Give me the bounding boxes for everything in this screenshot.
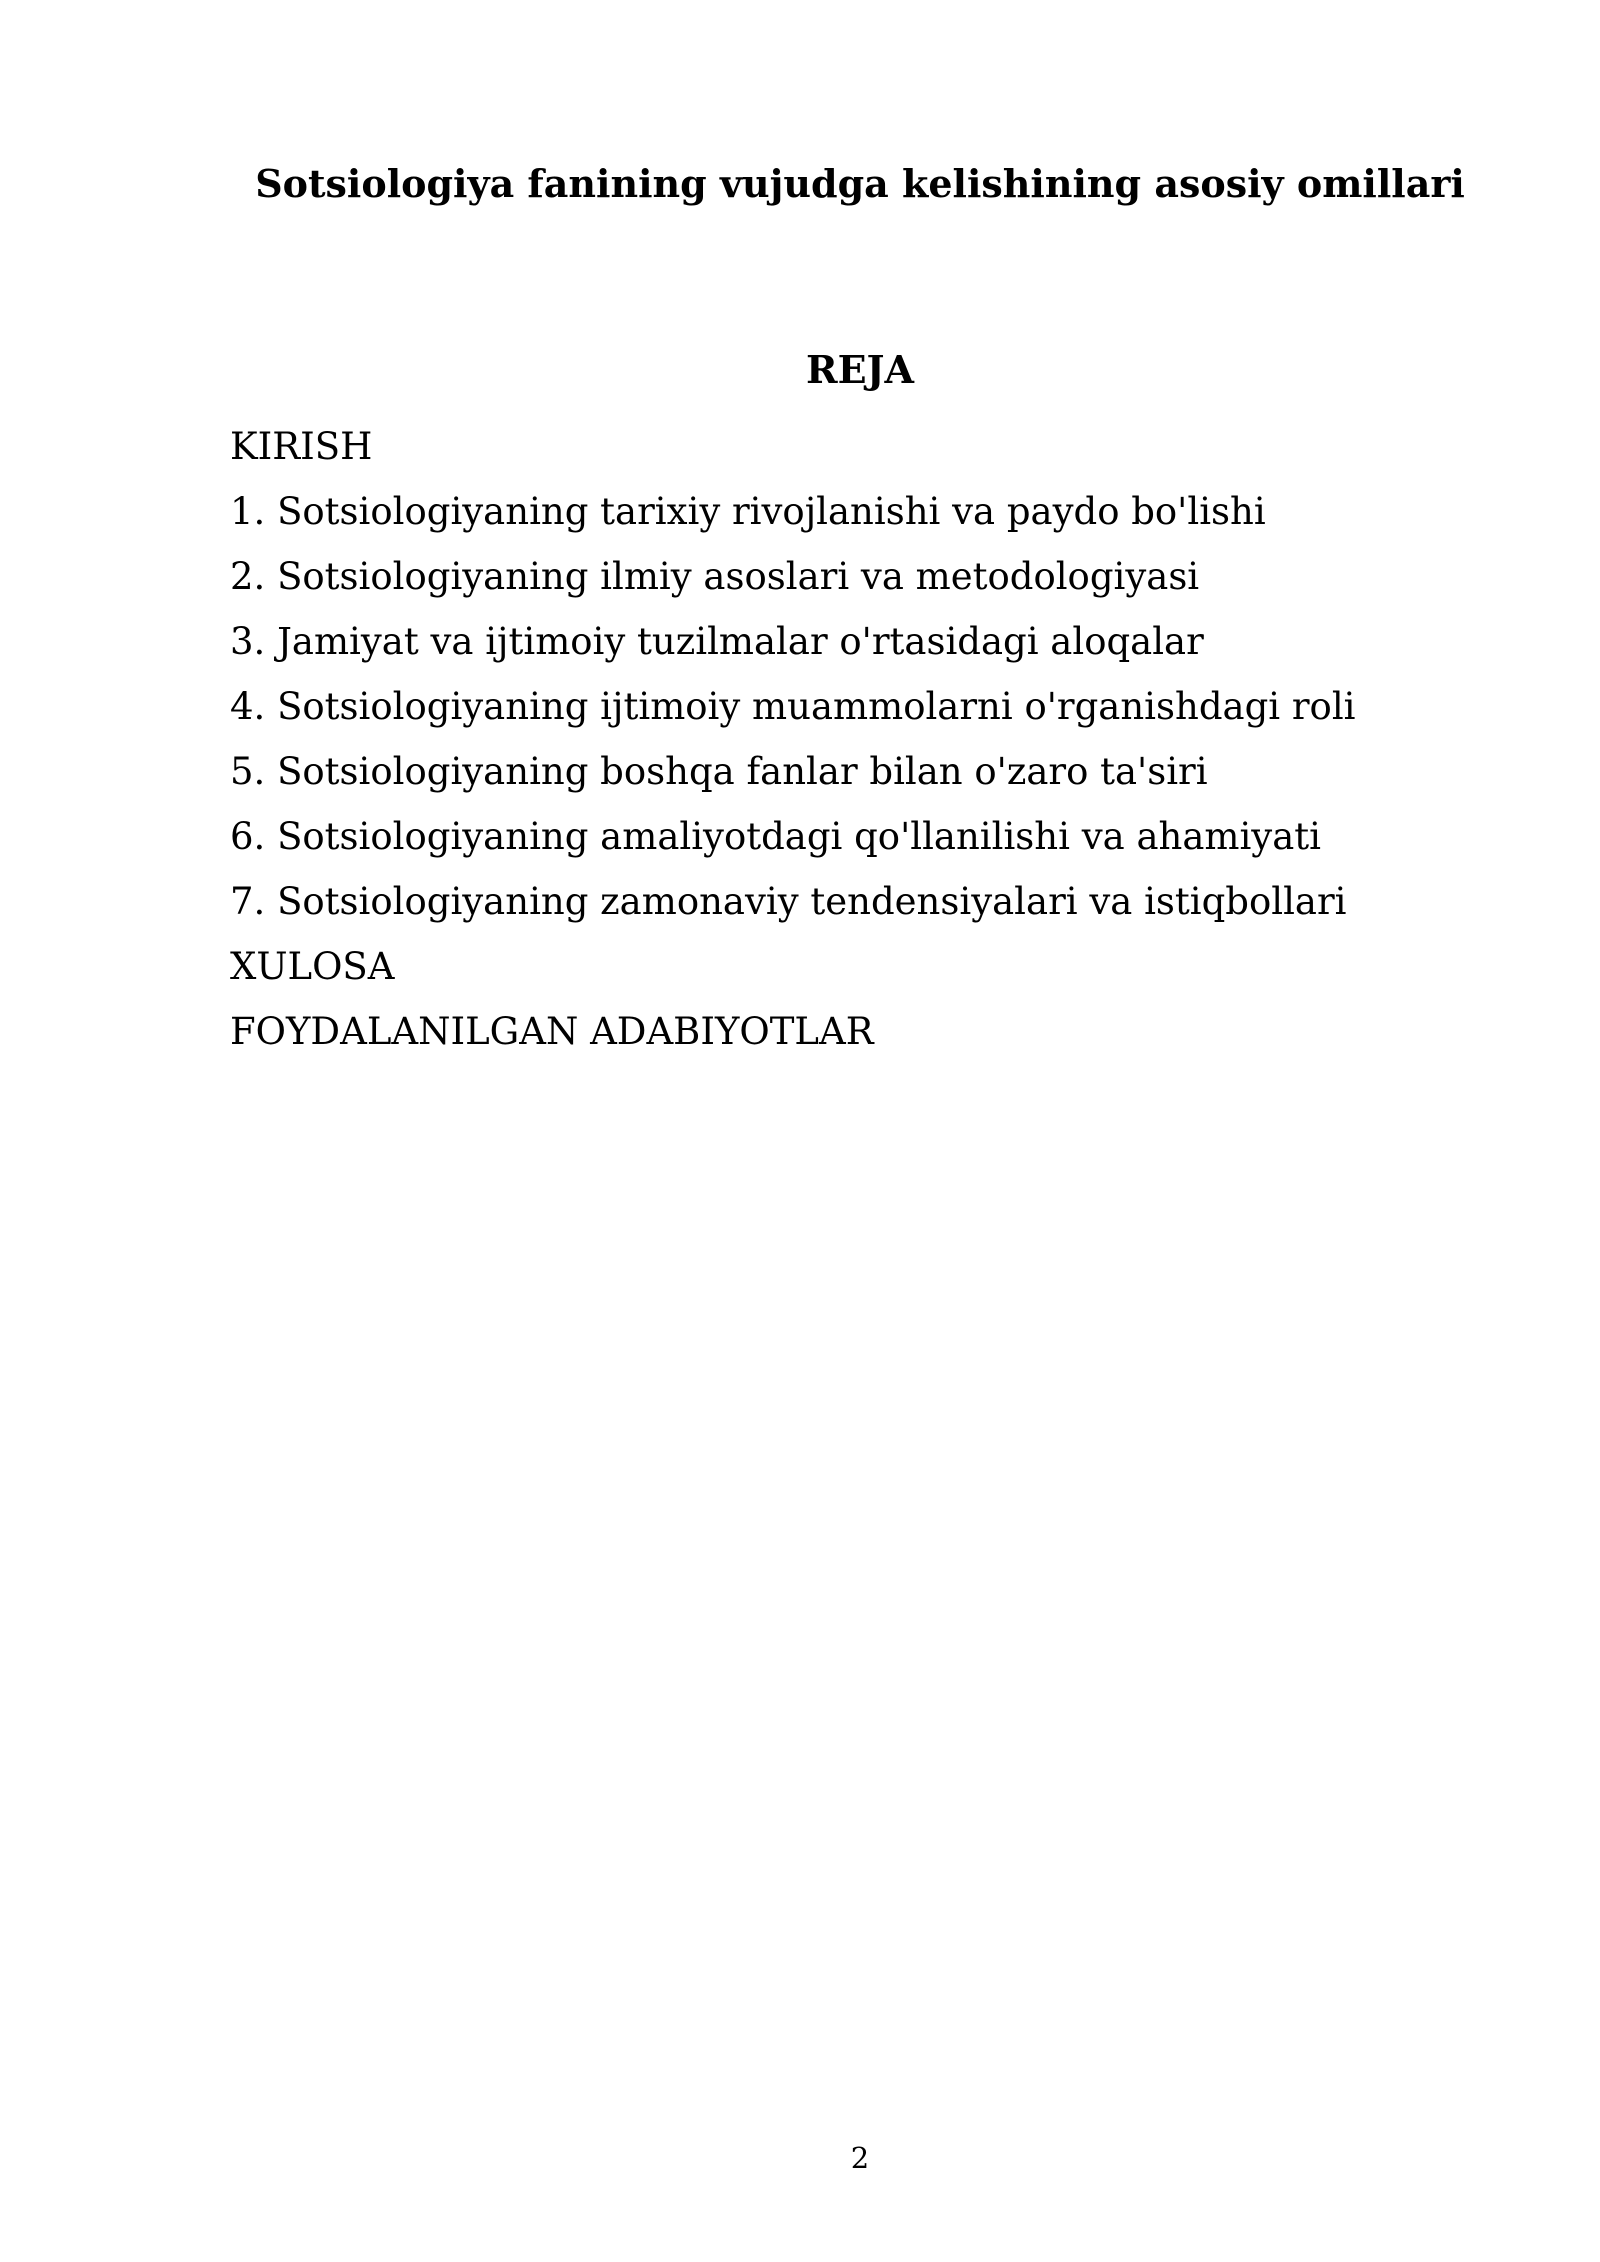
plan-item-conclusion: XULOSA	[230, 945, 395, 988]
plan-item-3: 3. Jamiyat va ijtimoiy tuzilmalar o'rtasidagi aloqalar	[230, 620, 1204, 663]
page-number: 2	[850, 2141, 870, 2175]
plan-item-2: 2. Sotsiologiyaning ilmiy asoslari va metodologiyasi	[230, 555, 1200, 598]
plan-list	[230, 414, 1530, 1064]
document-title: Sotsiologiya fanining vujudga kelishining asosiy omillari	[255, 161, 1465, 206]
plan-heading: REJA	[805, 347, 914, 392]
plan-item-5: 5. Sotsiologiyaning boshqa fanlar bilan o'zaro ta'siri	[230, 750, 1208, 793]
plan-item-6: 6. Sotsiologiyaning amaliyotdagi qo'llanilishi va ahamiyati	[230, 815, 1321, 858]
plan-item-7: 7. Sotsiologiyaning zamonaviy tendensiyalari va istiqbollari	[230, 880, 1347, 923]
plan-item-4: 4. Sotsiologiyaning ijtimoiy muammolarni o'rganishdagi roli	[230, 685, 1356, 728]
plan-item-1: 1. Sotsiologiyaning tarixiy rivojlanishi va paydo bo'lishi	[230, 490, 1266, 533]
plan-item-introduction: KIRISH	[230, 425, 373, 468]
plan-item-references: FOYDALANILGAN ADABIYOTLAR	[230, 1010, 874, 1053]
